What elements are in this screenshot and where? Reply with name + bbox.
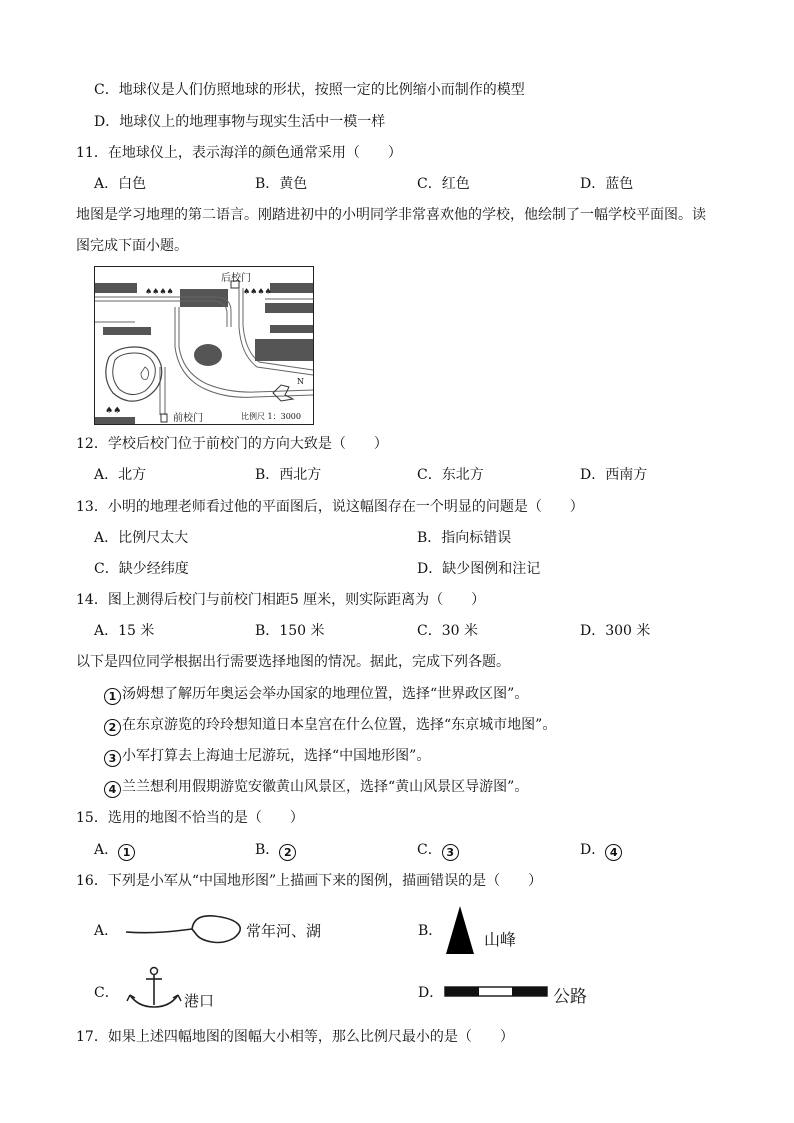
q12-option-d: D．西南方 <box>580 467 648 483</box>
q15-option-c <box>417 840 460 861</box>
map-scale-label: 比例尺 1：3000 <box>241 412 301 421</box>
q14-stem: 14．图上测得后校门与前校门相距5 厘米，则实际距离为（ ） <box>76 592 486 608</box>
q15-stem: 15．选用的地图不恰当的是（ ） <box>76 810 304 826</box>
mountain-peak-icon <box>444 905 476 955</box>
school-plan-map <box>94 266 314 425</box>
circled-number-1: 1 <box>118 844 135 861</box>
q15-option-a-letter: A． <box>94 842 119 858</box>
q13-option-b: B．指向标错误 <box>417 530 512 546</box>
scenario-item-2 <box>104 715 556 736</box>
river-lake-symbol <box>124 910 249 950</box>
circled-number-1: 1 <box>104 688 121 705</box>
q12-option-b: B．西北方 <box>255 467 322 483</box>
q11-option-c: C．红色 <box>417 176 470 192</box>
passage-intro-line1: 地图是学习地理的第二语言。刚踏进初中的小明同学非常喜欢他的学校，他绘制了一幅学校平面图。读 <box>76 207 706 223</box>
q14-option-c: C．30 米 <box>417 623 478 639</box>
q16-option-b-label: 山峰 <box>484 930 517 949</box>
q13-option-c: C．缺少经纬度 <box>94 561 189 577</box>
q12-stem: 12．学校后校门位于前校门的方向大致是（ ） <box>76 436 388 452</box>
q16-stem: 16．下列是小军从“中国地形图”上描画下来的图例，描画错误的是（ ） <box>76 873 543 889</box>
circled-number-4: 4 <box>605 844 622 861</box>
q12-option-a: A．北方 <box>94 467 147 483</box>
q12-option-c: C．东北方 <box>417 467 484 483</box>
q14-option-d: D．300 米 <box>580 623 651 639</box>
q11-stem: 11．在地球仪上，表示海洋的颜色通常采用（ ） <box>76 145 402 161</box>
q16-option-d-label: 公路 <box>553 987 587 1007</box>
back-gate-label: 后校门 <box>221 273 251 284</box>
circled-number-3: 3 <box>442 844 459 861</box>
q13-stem: 13．小明的地理老师看过他的平面图后，说这幅图存在一个明显的问题是（ ） <box>76 499 584 515</box>
scenario-item-1 <box>104 684 528 705</box>
circled-number-4: 4 <box>104 781 121 798</box>
q16-option-b-letter: B． <box>418 923 443 939</box>
circled-number-2: 2 <box>104 719 121 736</box>
q17-stem: 17．如果上述四幅地图的图幅大小相等，那么比例尺最小的是（ ） <box>76 1029 514 1045</box>
svg-text:♠♠: ♠♠ <box>105 406 122 416</box>
q15-option-d <box>580 840 623 861</box>
q14-option-a: A．15 米 <box>94 623 155 639</box>
q11-option-a: A．白色 <box>94 176 147 192</box>
q10-option-d: D．地球仪上的地理事物与现实生活中一模一样 <box>94 114 386 130</box>
q15-option-c-letter: C． <box>417 842 442 858</box>
q15-option-b <box>255 840 297 861</box>
scenario-text-1: 汤姆想了解历年奥运会举办国家的地理位置，选择“世界政区图”。 <box>122 686 529 702</box>
q16-option-a-label: 常年河、湖 <box>246 922 322 940</box>
north-label: N <box>297 377 304 386</box>
scenario-item-3 <box>104 746 430 767</box>
school-map-drawing <box>95 267 313 424</box>
scenario-text-3: 小军打算去上海迪士尼游玩，选择“中国地形图”。 <box>122 748 431 764</box>
q16-option-d-letter: D． <box>418 985 444 1001</box>
passage-intro2: 以下是四位同学根据出行需要选择地图的情况。据此，完成下列各题。 <box>76 654 510 670</box>
q14-option-b: B．150 米 <box>255 623 325 639</box>
scenario-item-4 <box>104 777 528 798</box>
circled-number-3: 3 <box>104 750 121 767</box>
svg-text:♠♠♠♠: ♠♠♠♠ <box>243 287 272 296</box>
scenario-text-4: 兰兰想利用假期游览安徽黄山风景区，选择“黄山风景区导游图”。 <box>122 779 529 795</box>
highway-symbol <box>444 985 548 999</box>
circled-number-2: 2 <box>279 844 296 861</box>
q16-option-a-letter: A． <box>94 923 119 939</box>
q16-option-c-letter: C． <box>94 985 119 1001</box>
q10-option-c: C．地球仪是人们仿照地球的形状，按照一定的比例缩小而制作的模型 <box>94 82 525 98</box>
svg-text:♠♠♠♠: ♠♠♠♠ <box>145 287 174 296</box>
q15-option-b-letter: B． <box>255 842 280 858</box>
front-gate-label: 前校门 <box>173 413 203 424</box>
scenario-text-2: 在东京游览的玲玲想知道日本皇宫在什么位置，选择“东京城市地图”。 <box>122 717 557 733</box>
passage-intro-line2: 图完成下面小题。 <box>76 238 188 254</box>
q16-option-c-label: 港口 <box>184 992 215 1010</box>
q13-option-a: A．比例尺太大 <box>94 530 189 546</box>
q13-option-d: D．缺少图例和注记 <box>417 561 541 577</box>
q11-option-b: B．黄色 <box>255 176 308 192</box>
q15-option-d-letter: D． <box>580 842 606 858</box>
anchor-icon <box>124 965 184 1011</box>
q15-option-a <box>94 840 136 861</box>
q11-option-d: D．蓝色 <box>580 176 634 192</box>
